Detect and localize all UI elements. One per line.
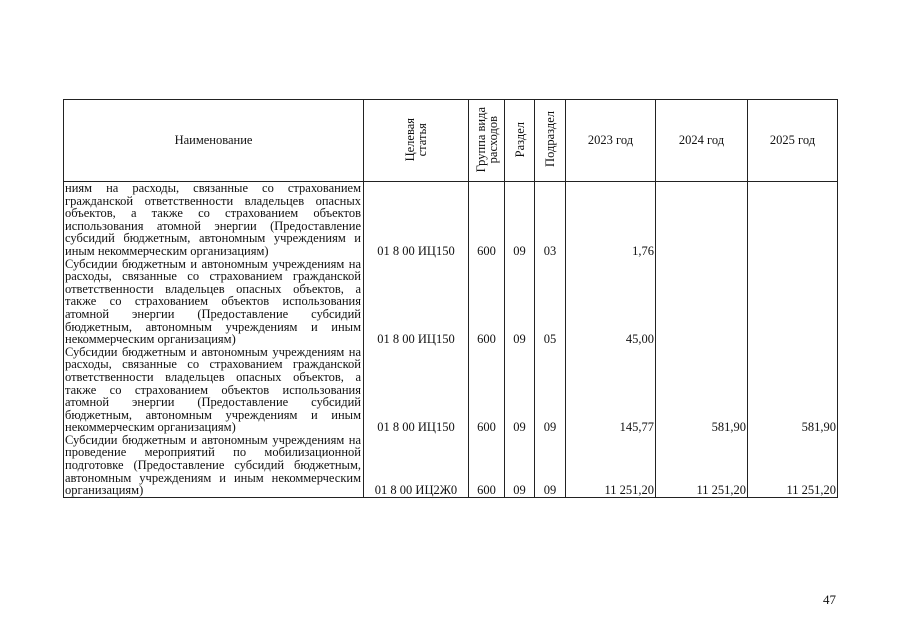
table-row — [64, 182, 838, 258]
row-subsection: 03 — [535, 182, 566, 258]
table-row — [64, 346, 838, 434]
row-2025 — [748, 258, 838, 346]
header-2025: 2025 год — [748, 100, 838, 182]
row-name: Субсидии бюджетным и автономным учреждениям на расходы, связанные со страхованием гражданской ответственности владельцев опасных объектов, а также со страхованием объектов использования атомной энергии (Предоставление субсидий бюджетным, автономным учреждениям и иным некоммерческим организациям) — [64, 258, 364, 346]
header-subsection: Подраздел — [535, 100, 566, 182]
row-target-article: 01 8 00 ИЦ150 — [364, 258, 469, 346]
row-expense-group: 600 — [469, 258, 505, 346]
row-section: 09 — [505, 182, 535, 258]
row-target-article: 01 8 00 ИЦ150 — [364, 346, 469, 434]
row-2023: 145,77 — [566, 346, 656, 434]
row-2025 — [748, 182, 838, 258]
row-section: 09 — [505, 346, 535, 434]
row-target-article: 01 8 00 ИЦ150 — [364, 182, 469, 258]
row-target-article: 01 8 00 ИЦ2Ж0 — [364, 434, 469, 497]
header-section: Раздел — [505, 100, 535, 182]
header-2023: 2023 год — [566, 100, 656, 182]
budget-table — [63, 99, 838, 498]
row-2024 — [656, 182, 748, 258]
header-2024: 2024 год — [656, 100, 748, 182]
header-target-article: Целевая статья — [364, 100, 469, 182]
row-name: Субсидии бюджетным и автономным учреждениям на проведение мероприятий по мобилизационной подготовке (Предоставление субсидий бюджетным, автономным учреждениям и иным некоммерческим организациям) — [64, 434, 364, 497]
table-header-row — [64, 100, 838, 182]
row-section: 09 — [505, 434, 535, 497]
row-2023: 11 251,20 — [566, 434, 656, 497]
row-2024: 11 251,20 — [656, 434, 748, 497]
row-expense-group: 600 — [469, 346, 505, 434]
table-row — [64, 434, 838, 497]
row-expense-group: 600 — [469, 434, 505, 497]
row-section: 09 — [505, 258, 535, 346]
row-subsection: 09 — [535, 346, 566, 434]
row-2023: 1,76 — [566, 182, 656, 258]
row-2023: 45,00 — [566, 258, 656, 346]
page-number: 47 — [823, 592, 836, 607]
row-2025: 11 251,20 — [748, 434, 838, 497]
row-2025: 581,90 — [748, 346, 838, 434]
row-2024 — [656, 258, 748, 346]
row-name: ниям на расходы, связанные со страхованием гражданской ответственности владельцев опасных объектов, а также со страхованием объектов использования атомной энергии (Предоставление субсидий бюджетным, автономным учреждениям и иным некоммерческим организациям) — [64, 182, 364, 258]
table-row — [64, 258, 838, 346]
row-expense-group: 600 — [469, 182, 505, 258]
row-subsection: 09 — [535, 434, 566, 497]
header-expense-group: Группа вида расходов — [469, 100, 505, 182]
row-subsection: 05 — [535, 258, 566, 346]
row-2024: 581,90 — [656, 346, 748, 434]
row-name: Субсидии бюджетным и автономным учреждениям на расходы, связанные со страхованием гражданской ответственности владельцев опасных объектов, а также со страхованием объектов использования атомной энергии (Предоставление субсидий бюджетным, автономным учреждениям и иным некоммерческим организациям) — [64, 346, 364, 434]
header-name: Наименование — [64, 100, 364, 182]
